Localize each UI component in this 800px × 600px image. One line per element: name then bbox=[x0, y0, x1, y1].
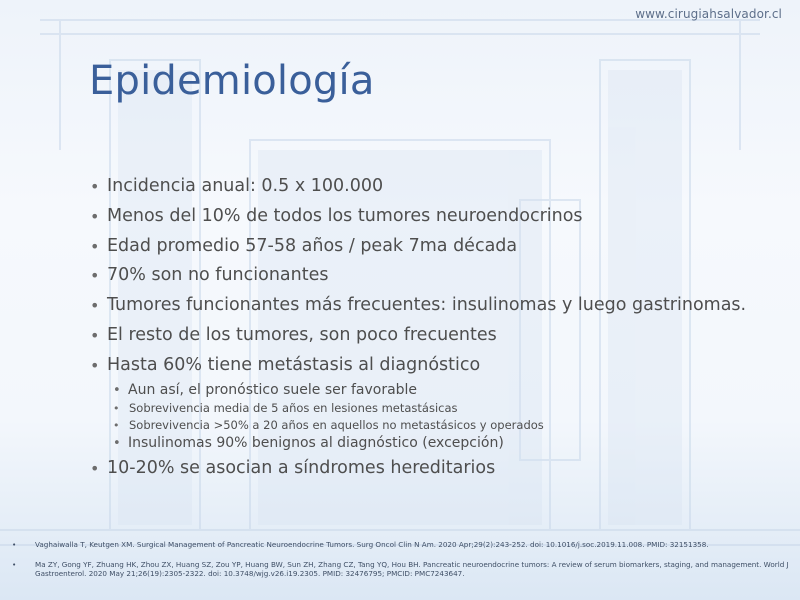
sub-bullet-list bbox=[113, 381, 790, 401]
sub-sub-bullet-item: • Sobrevivencia media de 5 años en lesiones metastásicas bbox=[113, 400, 790, 417]
bullet-item: • Tumores funcionantes más frecuentes: insulinomas y luego gastrinomas. bbox=[90, 291, 790, 321]
sub-sub-bullet-list bbox=[113, 400, 790, 434]
slide-title: Epidemiología bbox=[89, 58, 375, 104]
bullet-item: • 10-20% se asocian a síndromes hereditarios bbox=[90, 454, 790, 484]
bullet-item: • Menos del 10% de todos los tumores neuroendocrinos bbox=[90, 202, 790, 232]
sub-bullet-item: • Aun así, el pronóstico suele ser favorable bbox=[113, 381, 790, 401]
bullet-item: • Incidencia anual: 0.5 x 100.000 bbox=[90, 172, 790, 202]
website-url: www.cirugiahsalvador.cl bbox=[635, 7, 782, 21]
reference-item: • Vaghaiwalla T, Keutgen XM. Surgical Management of Pancreatic Neuroendocrine Tumors. Surg Oncol Clin N Am. 2020 Apr;29(2):243-252. doi: 10.1016/j.soc.2019.11.008. PMID: 32151358. bbox=[12, 540, 790, 549]
bullet-item: • 70% son no funcionantes bbox=[90, 261, 790, 291]
bullet-list bbox=[90, 172, 790, 483]
sub-sub-bullet-item: • Sobrevivencia >50% a 20 años en aquellos no metastásicos y operados bbox=[113, 417, 790, 434]
bullet-item: • Hasta 60% tiene metástasis al diagnóstico bbox=[90, 351, 790, 381]
bullet-item: • El resto de los tumores, son poco frecuentes bbox=[90, 321, 790, 351]
sub-bullet-item: • Insulinomas 90% benignos al diagnóstico (excepción) bbox=[113, 434, 790, 454]
bullet-item: • Edad promedio 57-58 años / peak 7ma década bbox=[90, 232, 790, 262]
sub-bullet-list bbox=[113, 434, 790, 454]
references-list bbox=[12, 540, 790, 589]
reference-item: • Ma ZY, Gong YF, Zhuang HK, Zhou ZX, Huang SZ, Zou YP, Huang BW, Sun ZH, Zhang CZ, Tang YQ, Hou BH. Pancreatic neuroendocrine tumors: A review of serum biomarkers, staging, and management. World J Gastroenterol. 2020 May 21;26(19):2305-2322. doi: 10.3748/wjg.v26.i19.2305. PMID: 32476795; PMCID: PMC7243647. bbox=[12, 560, 790, 578]
